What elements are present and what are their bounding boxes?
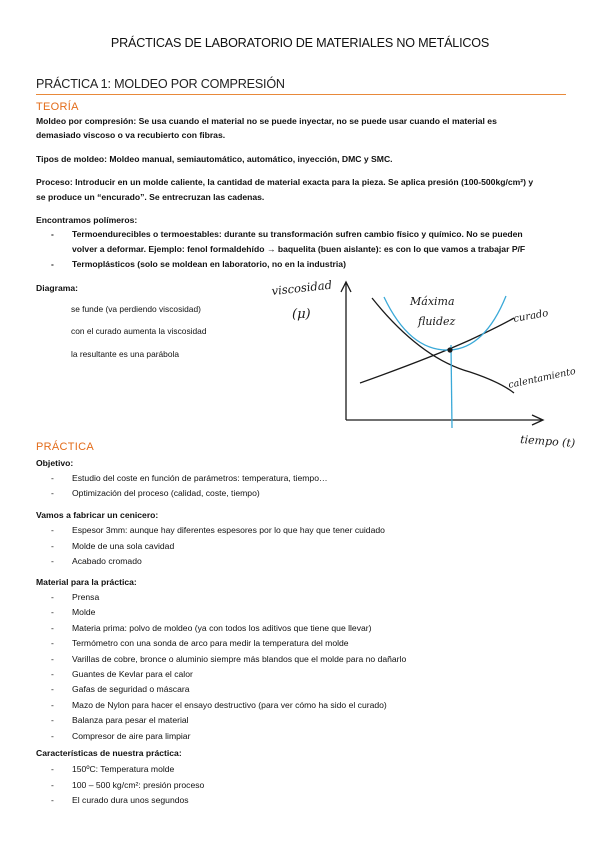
caract-label: Características de nuestra práctica: <box>36 748 182 758</box>
document-page: PRÁCTICAS DE LABORATORIO DE MATERIALES NO METÁLICOS PRÁCTICA 1: MOLDEO POR COMPRESIÓN TEORÍA Moldeo por compresión: Se usa cuando el material no se puede inyectar, no se puede usar cuando el material es demasiado viscoso o va recubierto con fibras. Tipos de moldeo: Moldeo manual, semiautomático, automático, inyección, DMC y SMC. Proceso: Introducir en un molde caliente, la cantidad de material exacta para la pieza. Se aplica presión (100-500kg/cm²) y se produce un “encurado”. Se entrecruzan las cadenas. Encontramos polímeros: - Termoendurecibles o termoestables: durante su transformación sufren cambio físico y químico. No se pueden volver a deformar. Ejemplo: fenol formaldehído → baquelita (buen aislante): es con lo que vamos a trabajar P/F - Termoplásticos (solo se moldean en laboratorio, no en la industria) Diagrama: se funde (va perdiendo viscosidad) con el curado aumenta la viscosidad la resultante es una parábola viscosidad (μ) Máxima fluidez curado calentamiento tiempo (t) PRÁCTICA Objetivo: - Estudio del coste en función de parámetros: temperatura, tiempo… - Optimización del proceso (calidad, coste, tiempo) Vamos a fabricar un cenicero: - Espesor 3mm: aunque hay diferentes espesores por lo que hay que tener cuidado - Molde de una sola cavidad - Acabado cromado Material para la práctica: - Prensa - Molde - Materia prima: polvo de moldeo (ya con todos los aditivos que tiene que llevar) - Termómetro con una sonda de arco para medir la temperatura del molde - Varillas de cobre, bronce o aluminio siempre más blandos que el molde para no dañarlo - Guantes de Kevlar para el calor - Gafas de seguridad o máscara - Mazo de Nylon para hacer el ensayo destructivo (para ver cómo ha sido el curado) - Balanza para pesar el material - Compresor de aire para limpiar Características de nuestra práctica: - 150ºC: Temperatura molde - 100 – 500 kg/cm²: presión proceso - El curado dura unos segundos <box>0 0 600 848</box>
curado-curve <box>360 318 514 383</box>
moldeo-line-1: Moldeo por compresión: Se usa cuando el material no se puede inyectar, no se puede usar cuando el material es <box>36 116 497 126</box>
diagrama-label: Diagrama: <box>36 283 79 293</box>
y-axis-label: viscosidad <box>270 277 333 298</box>
polimeros-label: Encontramos polímeros: <box>36 215 138 225</box>
curado-label: curado <box>512 308 550 325</box>
x-axis-arrow <box>532 415 543 425</box>
diagram-note-2: con el curado aumenta la viscosidad <box>71 326 207 336</box>
document-title: PRÁCTICAS DE LABORATORIO DE MATERIALES NO METÁLICOS <box>110 36 490 50</box>
y-axis-symbol: (μ) <box>292 307 311 322</box>
moldeo-line-2: demasiado viscoso o va recubierto con fibras. <box>36 130 226 140</box>
max-fluidity-line <box>451 345 452 428</box>
practice-heading: PRÁCTICA <box>36 441 95 453</box>
cenicero-label: Vamos a fabricar un cenicero: <box>36 510 159 520</box>
max-fluidity-label-1: Máxima <box>410 295 455 308</box>
diagram-note-1: se funde (va perdiendo viscosidad) <box>71 304 201 314</box>
calentamiento-label: calentamiento <box>507 365 577 391</box>
theory-heading: TEORÍA <box>36 101 79 113</box>
diagram-note-3: la resultante es una parábola <box>71 349 180 359</box>
proceso-line-1: Proceso: Introducir en un molde caliente, la cantidad de material exacta para la pieza. Se aplica presión (100-500kg/cm²) y <box>36 177 534 187</box>
practice-1-heading: PRÁCTICA 1: MOLDEO POR COMPRESIÓN <box>36 77 285 91</box>
x-axis-label: tiempo (t) <box>519 433 576 450</box>
heading-rule <box>36 94 566 95</box>
material-label: Material para la práctica: <box>36 577 137 587</box>
objetivo-label: Objetivo: <box>36 458 74 468</box>
proceso-line-2: se produce un “encurado”. Se entrecruzan las cadenas. <box>36 192 265 202</box>
resultant-parabola <box>384 296 506 350</box>
tipos-moldeo: Tipos de moldeo: Moldeo manual, semiautomático, automático, inyección, DMC y SMC. <box>36 154 393 164</box>
max-fluidity-label-2: fluidez <box>418 315 456 328</box>
intersection-point <box>447 347 452 352</box>
y-axis-arrow <box>341 282 351 292</box>
calentamiento-curve <box>372 298 514 393</box>
